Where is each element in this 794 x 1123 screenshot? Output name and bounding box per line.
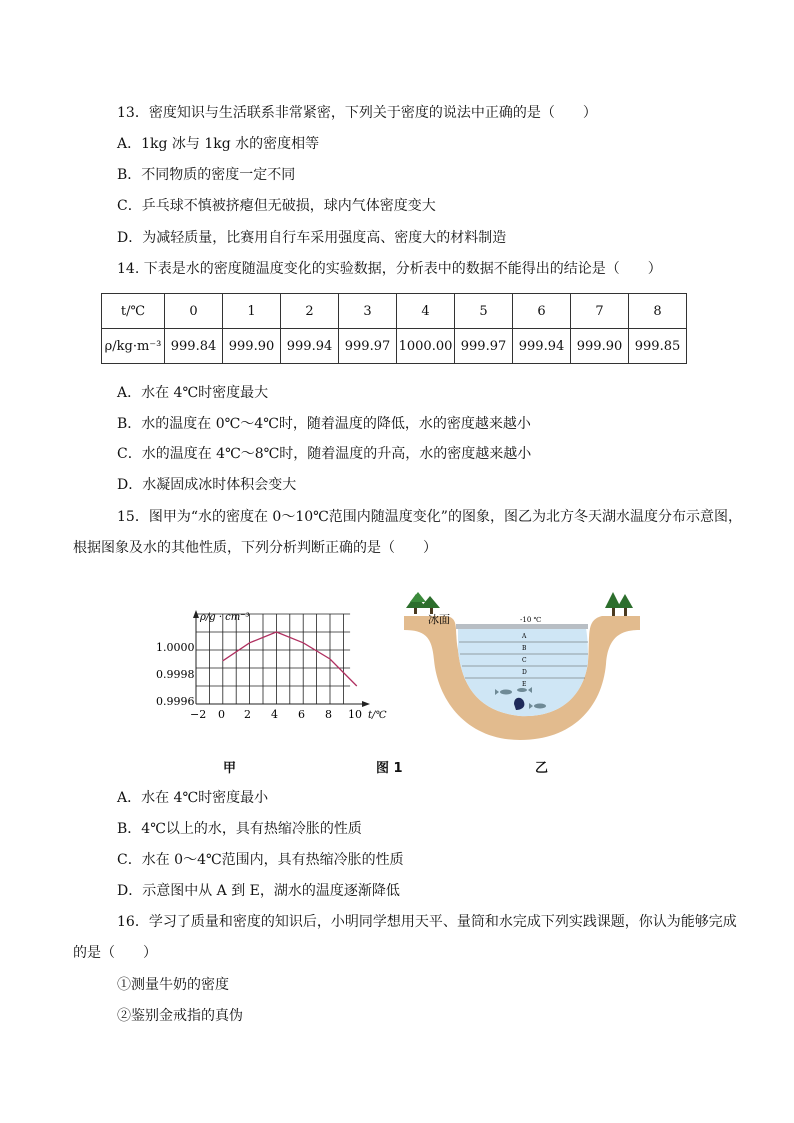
table-cell: 4 bbox=[397, 294, 455, 329]
caption-left: 甲 bbox=[223, 761, 237, 776]
q15-stem-line1: 15．图甲为“水的密度在 0～10℃范围内随温度变化”的图象，图乙为北方冬天湖水温度分布示意图， bbox=[117, 509, 742, 525]
table-row bbox=[102, 294, 687, 329]
q14-stem: 14. 下表是水的密度随温度变化的实验数据，分析表中的数据不能得出的结论是（ ） bbox=[117, 261, 662, 277]
density-graph bbox=[148, 606, 398, 746]
table-row bbox=[102, 329, 687, 364]
layer-label: A bbox=[522, 633, 527, 640]
x-tick-label: 8 bbox=[325, 708, 332, 721]
table-header-temp: t/℃ bbox=[102, 294, 165, 329]
q13-option-b: B．不同物质的密度一定不同 bbox=[117, 167, 296, 183]
y-tick-label: 0.9998 bbox=[156, 668, 195, 681]
layer-label: C bbox=[522, 657, 527, 664]
x-tick-label: 0 bbox=[218, 708, 225, 721]
q14-option-b: B．水的温度在 0℃～4℃时，随着温度的降低，水的密度越来越小 bbox=[117, 416, 531, 432]
tree-icon bbox=[406, 592, 440, 614]
y-tick-label: 0.9996 bbox=[156, 695, 195, 708]
layer-label: D bbox=[522, 669, 527, 676]
density-table bbox=[101, 293, 687, 364]
table-cell: 8 bbox=[629, 294, 687, 329]
table-cell: 1000.00 bbox=[397, 329, 455, 364]
lake-diagram bbox=[402, 590, 642, 750]
layer-label: B bbox=[522, 645, 527, 652]
q13-option-d: D．为减轻质量，比赛用自行车采用强度高、密度大的材料制造 bbox=[117, 230, 507, 246]
x-tick-label: 4 bbox=[271, 708, 278, 721]
table-cell: 7 bbox=[571, 294, 629, 329]
q15-option-a: A．水在 4℃时密度最小 bbox=[117, 790, 269, 806]
x-axis-arrow bbox=[362, 701, 370, 707]
table-cell: 6 bbox=[513, 294, 571, 329]
q13-option-c: C．乒乓球不慎被挤瘪但无破损，球内气体密度变大 bbox=[117, 198, 436, 214]
q15-option-d: D．示意图中从 A 到 E，湖水的温度逐渐降低 bbox=[117, 883, 400, 899]
table-cell: 999.90 bbox=[571, 329, 629, 364]
q16-item-2: ②鉴别金戒指的真伪 bbox=[117, 1008, 243, 1024]
table-cell: 5 bbox=[455, 294, 513, 329]
caption-figure: 图 1 bbox=[376, 761, 403, 776]
q16-item-1: ①测量牛奶的密度 bbox=[117, 977, 229, 993]
q13-stem: 13．密度知识与生活联系非常紧密，下列关于密度的说法中正确的是（ ） bbox=[117, 105, 597, 121]
table-cell: 1 bbox=[223, 294, 281, 329]
q13-option-a: A．1kg 冰与 1kg 水的密度相等 bbox=[117, 136, 320, 152]
ice-label: 冰面 bbox=[428, 613, 450, 626]
table-cell: 999.84 bbox=[165, 329, 223, 364]
table-cell: 0 bbox=[165, 294, 223, 329]
x-tick-label: 10 bbox=[348, 708, 362, 721]
x-tick-label: 6 bbox=[298, 708, 305, 721]
q15-stem-line2: 根据图象及水的其他性质，下列分析判断正确的是（ ） bbox=[73, 540, 437, 556]
y-axis-label: ρ/g · cm⁻³ bbox=[200, 612, 250, 623]
x-tick-label: −2 bbox=[190, 708, 207, 721]
q14-option-a: A．水在 4℃时密度最大 bbox=[117, 385, 269, 401]
table-cell: 999.94 bbox=[513, 329, 571, 364]
table-cell: 2 bbox=[281, 294, 339, 329]
q14-option-c: C．水的温度在 4℃～8℃时，随着温度的升高，水的密度越来越小 bbox=[117, 446, 532, 462]
layer-label: E bbox=[522, 681, 527, 688]
q16-stem-line2: 的是（ ） bbox=[73, 945, 157, 961]
q15-option-b: B．4℃以上的水，具有热缩冷胀的性质 bbox=[117, 821, 362, 837]
q14-option-d: D．水凝固成冰时体积会变大 bbox=[117, 477, 297, 493]
table-cell: 999.94 bbox=[281, 329, 339, 364]
graph-grid bbox=[196, 614, 350, 704]
ice-surface bbox=[456, 624, 588, 629]
x-tick-label: 2 bbox=[244, 708, 251, 721]
temp-label: -10 ℃ bbox=[520, 616, 542, 624]
table-cell: 999.85 bbox=[629, 329, 687, 364]
q16-stem-line1: 16．学习了质量和密度的知识后，小明同学想用天平、量筒和水完成下列实践课题，你认为能够完成 bbox=[117, 914, 737, 930]
q15-option-c: C．水在 0～4℃范围内，具有热缩冷胀的性质 bbox=[117, 852, 404, 868]
tree-icon bbox=[605, 592, 633, 616]
table-cell: 3 bbox=[339, 294, 397, 329]
table-cell: 999.97 bbox=[339, 329, 397, 364]
table-cell: 999.90 bbox=[223, 329, 281, 364]
y-tick-label: 1.0000 bbox=[156, 641, 195, 654]
x-axis-label: t/℃ bbox=[368, 710, 387, 721]
table-header-density: ρ/kg·m⁻³ bbox=[102, 329, 165, 364]
table-cell: 999.97 bbox=[455, 329, 513, 364]
caption-right: 乙 bbox=[535, 761, 549, 776]
